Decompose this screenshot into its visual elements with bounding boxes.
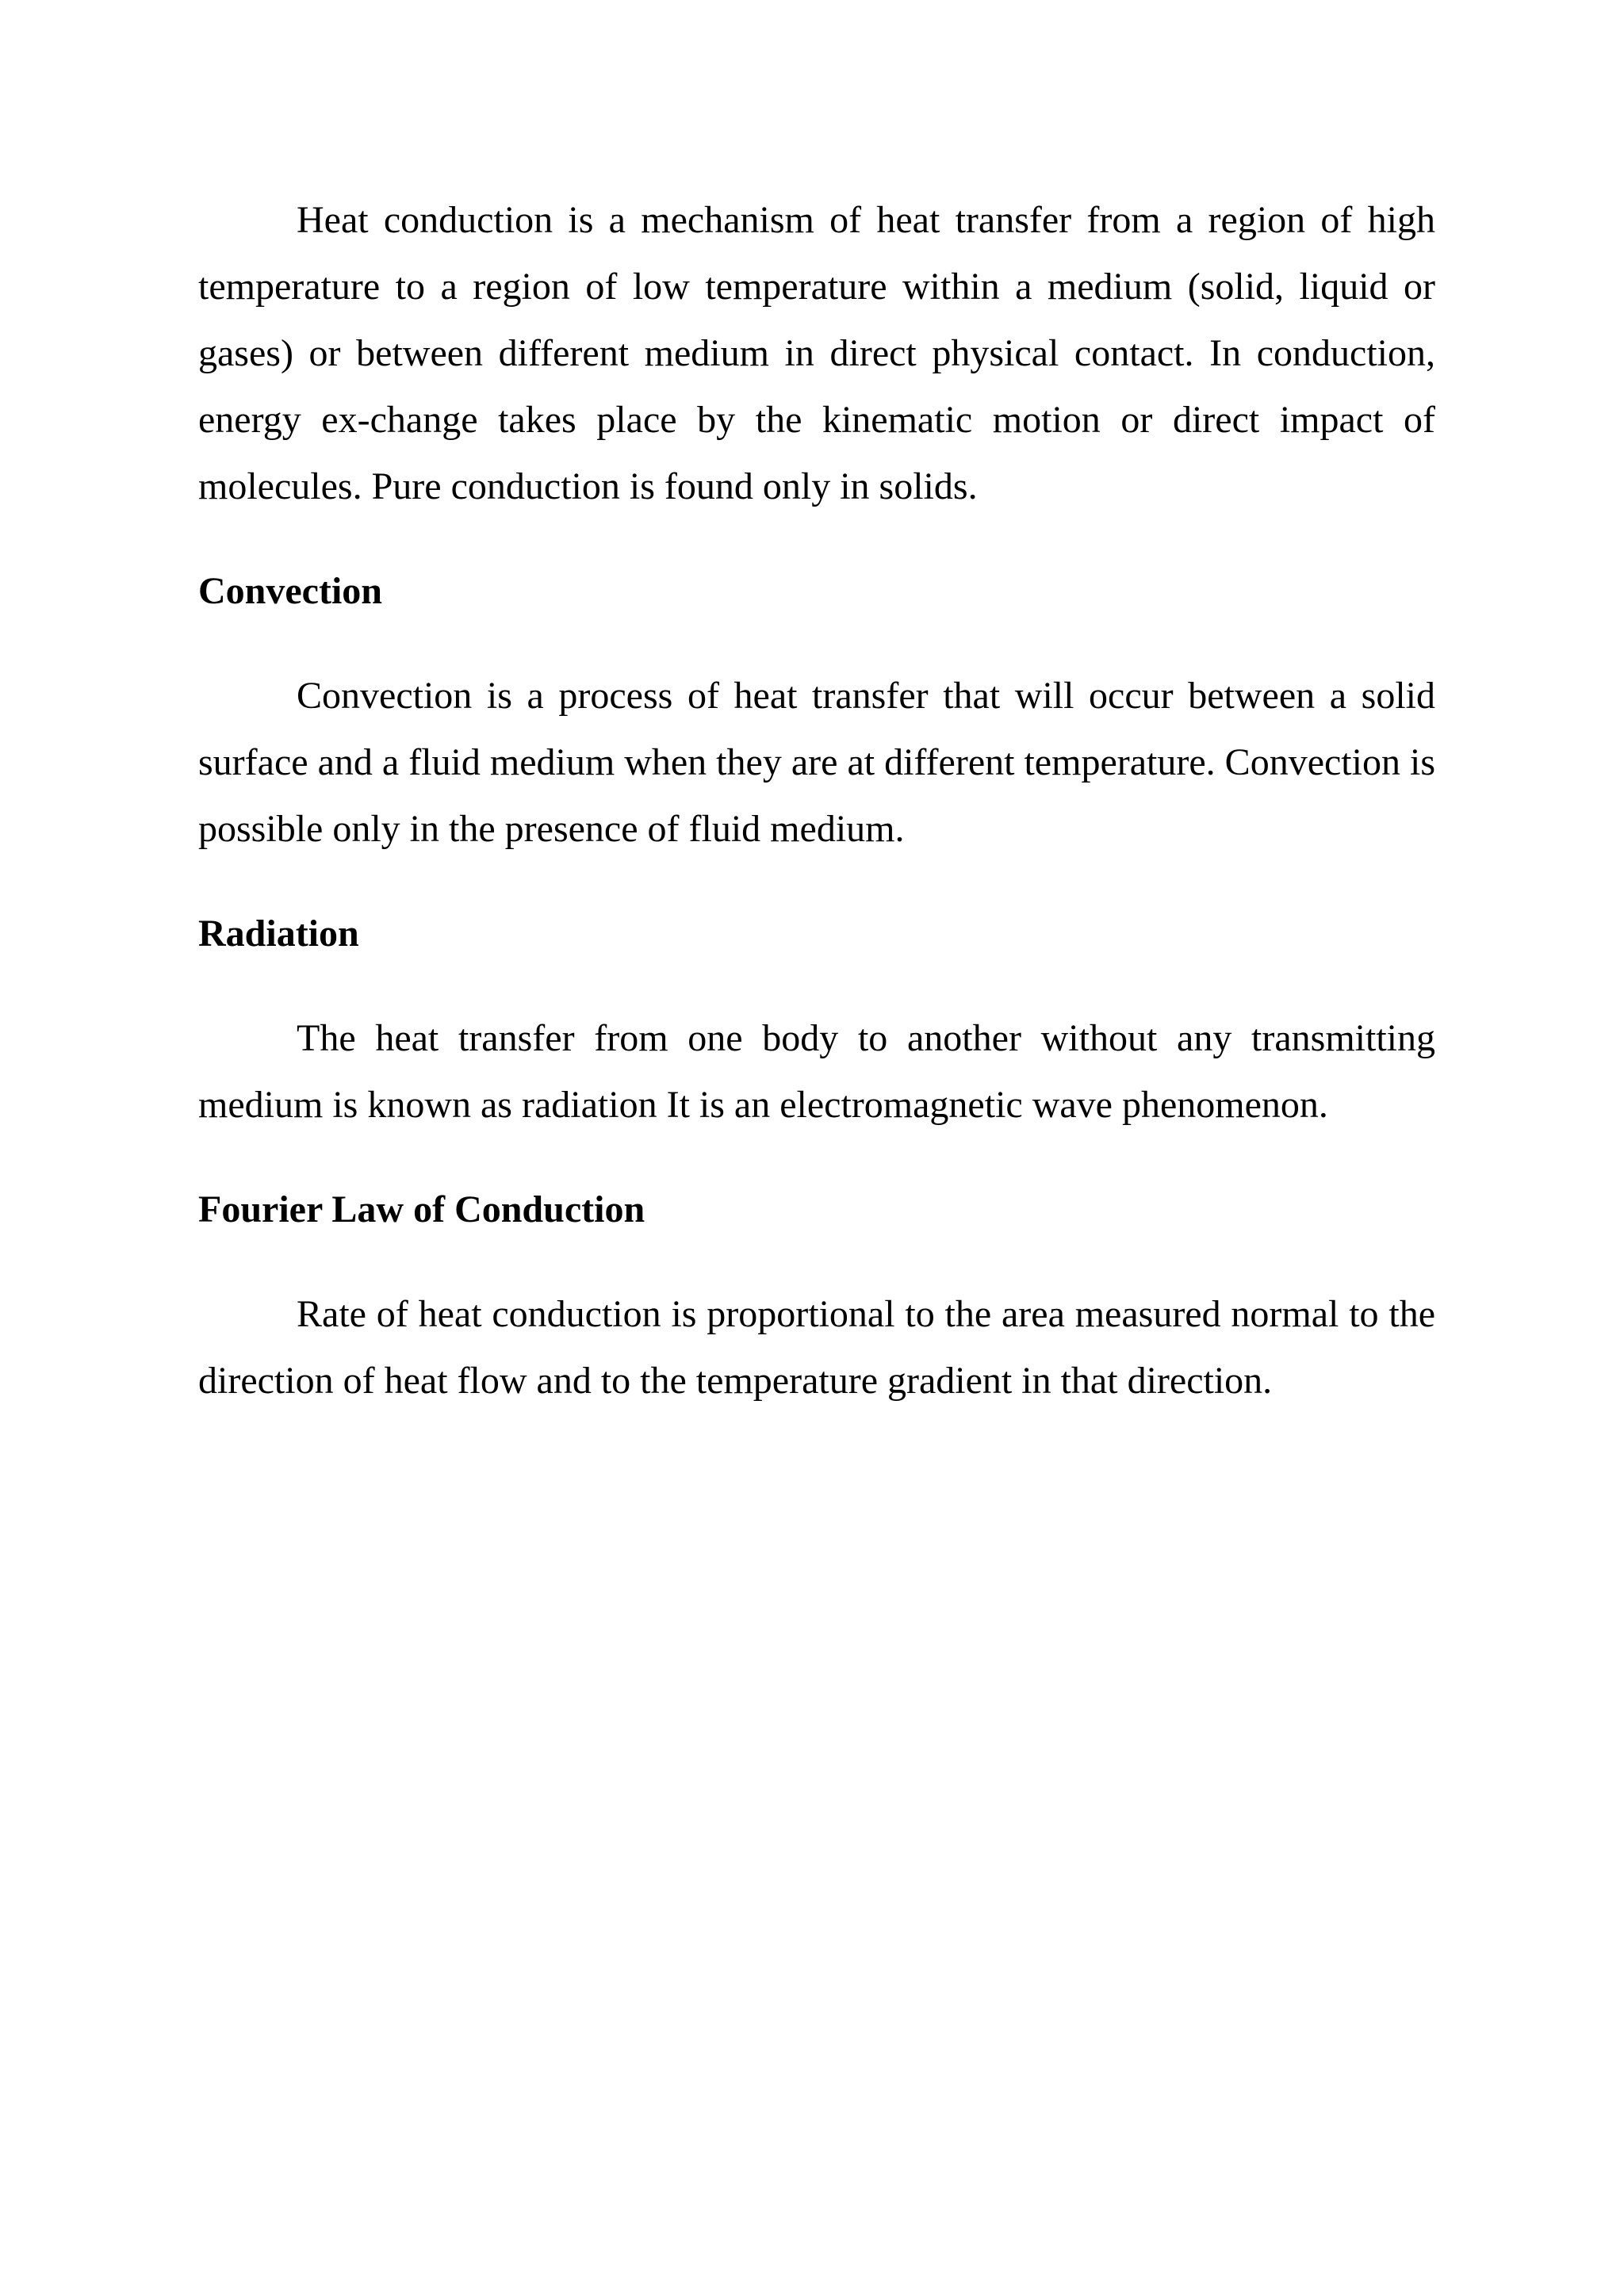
section-heading-fourier-law: Fourier Law of Conduction bbox=[198, 1188, 645, 1230]
section-body-fourier-law: Rate of heat conduction is proportional to the area measured normal to the direction of heat flow and to the temperature gradient in that direction. bbox=[198, 1293, 1435, 1402]
section-heading-convection: Convection bbox=[198, 570, 382, 612]
intro-paragraph: Heat conduction is a mechanism of heat transfer from a region of high temperature to a region of low temperature within a medium (solid, liquid or gases) or between different medium in direct physical contact. In conduction, energy ex-change takes place by the kinematic motion or direct impact of molecules. Pure conduction is found only in solids. bbox=[198, 199, 1435, 507]
section-heading-radiation: Radiation bbox=[198, 913, 359, 955]
section-body-convection: Convection is a process of heat transfer that will occur between a solid surface and a fluid medium when they are at different temperature. Convection is possible only in the presence of fluid medium. bbox=[198, 675, 1435, 850]
section-body-radiation: The heat transfer from one body to another without any transmitting medium is known as radiation It is an electromagnetic wave phenomenon. bbox=[198, 1017, 1435, 1126]
document-body bbox=[198, 187, 1435, 1414]
